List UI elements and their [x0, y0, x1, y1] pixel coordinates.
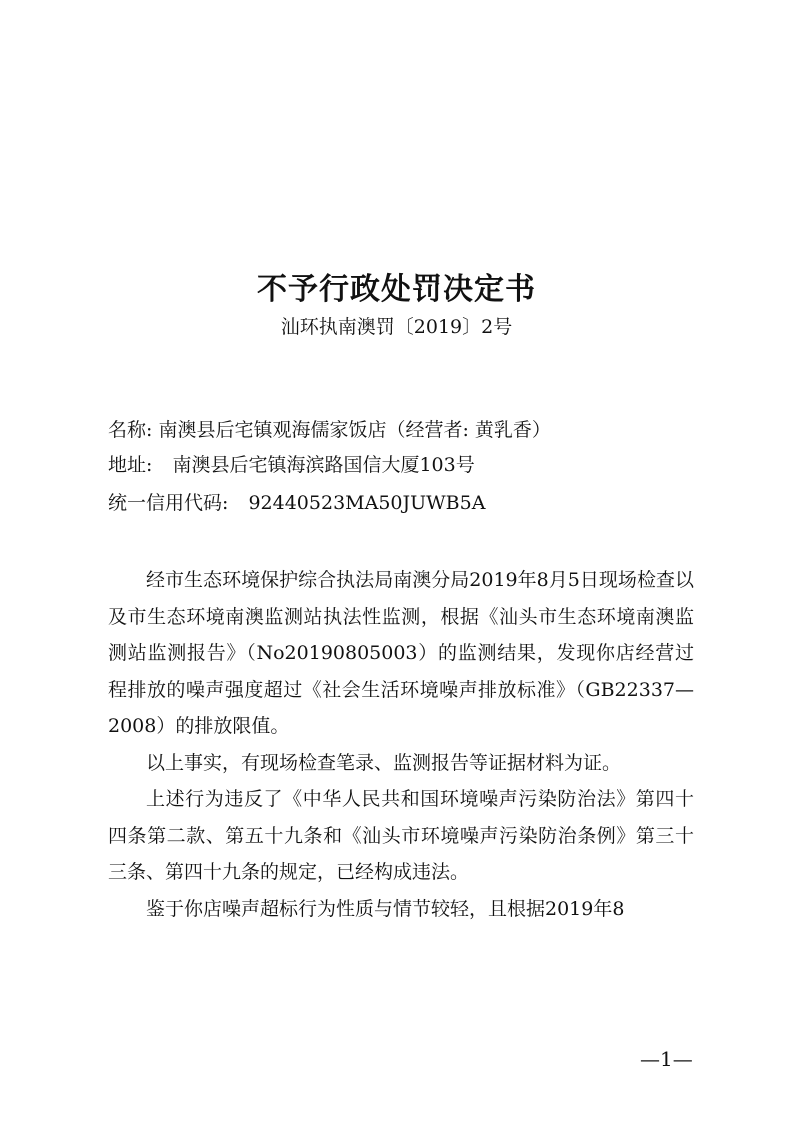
body-paragraph: 上述行为违反了《中华人民共和国环境噪声污染防治法》第四十四条第二款、第五十九条和《汕头市环境噪声污染防治条例》第三十三条、第四十九条的规定，已经构成违法。	[108, 788, 694, 883]
party-address-label: 地址:	[108, 454, 153, 476]
page-number: —1—	[640, 1047, 693, 1071]
document-title: 不予行政处罚决定书	[257, 272, 536, 307]
document-number: 汕环执南澳罚〔2019〕2号	[280, 316, 513, 338]
party-name-value: 南澳县后宅镇观海儒家饭店（经营者: 黄乳香）	[158, 419, 551, 441]
party-address-value: 南澳县后宅镇海滨路国信大厦103号	[172, 454, 475, 476]
body-paragraph: 以上事实，有现场检查笔录、监测报告等证据材料为证。	[146, 751, 622, 774]
body-paragraph: 鉴于你店噪声超标行为性质与情节较轻，且根据2019年8	[146, 897, 625, 920]
document-body	[108, 562, 694, 927]
body-paragraph: 经市生态环境保护综合执法局南澳分局2019年8月5日现场检查以及市生态环境南澳监测站执法性监测，根据《汕头市生态环境南澳监测站监测报告》（No20190805003）的监测结果，发现你店经营过程排放的噪声强度超过《社会生活环境噪声排放标准》（GB22337—2008）的排放限值。	[108, 569, 694, 737]
credit-code-line	[108, 489, 485, 517]
credit-code-label: 统一信用代码:	[108, 492, 229, 514]
credit-code-value: 92440523MA50JUWB5A	[248, 492, 486, 514]
party-name-label: 名称:	[108, 419, 153, 441]
party-address-line	[108, 451, 475, 479]
party-name-line	[108, 416, 551, 444]
